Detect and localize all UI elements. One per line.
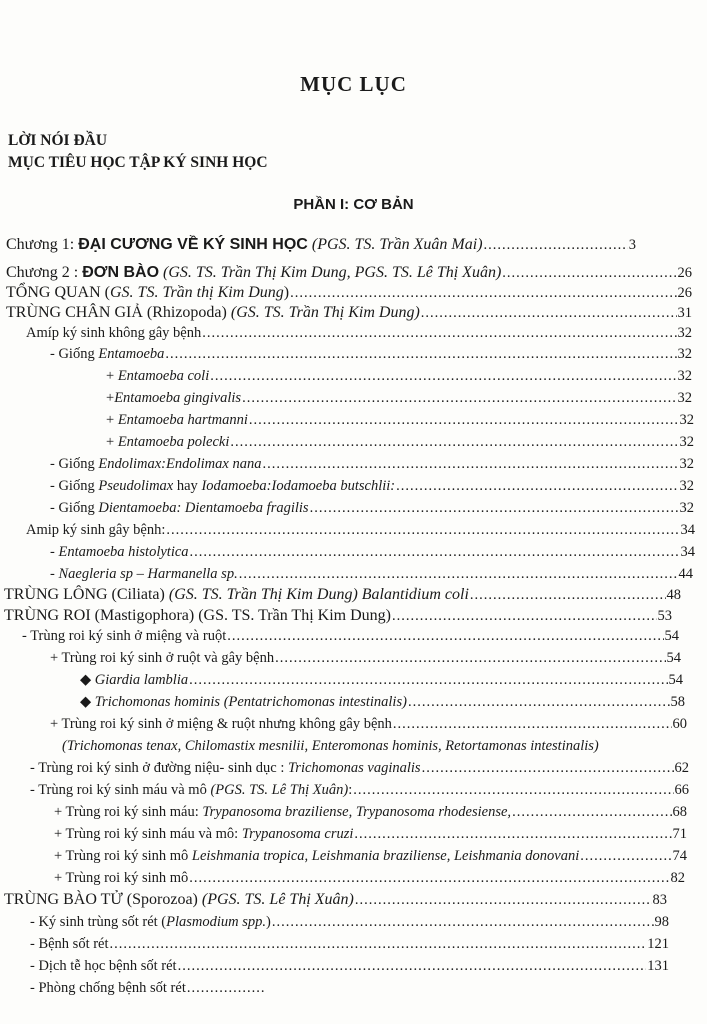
page-number: 32 — [679, 500, 694, 516]
leader-dots — [502, 265, 676, 282]
leader-dots — [512, 804, 671, 821]
page-number: 66 — [674, 782, 689, 798]
leader-dots — [354, 826, 671, 843]
toc-entry-sporozoa[interactable] — [4, 889, 667, 909]
leader-dots — [421, 305, 677, 322]
toc-entry-trypanosoma-cruzi[interactable] — [54, 823, 687, 843]
leader-dots — [239, 566, 678, 583]
toc-entry-entamoeba[interactable] — [50, 343, 692, 363]
entry-label: + Trùng roi ký sinh mô Leishmania tropica, Leishmania braziliense, Leishmania donovani — [54, 848, 580, 864]
entry-label: + Entamoeba polecki — [106, 434, 230, 450]
entry-label: - Entamoeba histolytica — [50, 544, 189, 560]
page-number: 32 — [679, 412, 694, 428]
toc-entry-nonpathogenic-flagellates[interactable] — [50, 713, 687, 733]
entry-label: - Giống Entamoeba — [50, 346, 165, 362]
toc-entry-trichomonas-hominis[interactable] — [80, 691, 685, 711]
leader-dots — [189, 870, 669, 887]
page-number: 83 — [652, 892, 667, 908]
page-number: 32 — [677, 325, 692, 341]
page-number: 32 — [679, 478, 694, 494]
toc-entry-giardia[interactable] — [80, 669, 683, 689]
entry-label: - Trùng roi ký sinh ở đường niệu- sinh dục : Trichomonas vaginalis — [30, 760, 421, 776]
toc-entry-malaria-prevention[interactable] — [30, 977, 267, 997]
leader-dots — [249, 412, 679, 429]
toc-entry-dientamoeba[interactable] — [50, 497, 694, 517]
page-number: 26 — [677, 265, 692, 281]
entry-label: ◆ Trichomonas hominis (Pentatrichomonas intestinalis) — [80, 694, 407, 710]
toc-entry-malaria-disease[interactable] — [30, 933, 669, 953]
page-number: 71 — [672, 826, 687, 842]
entry-label: - Trùng roi ký sinh ở miệng và ruột — [22, 628, 227, 644]
page-number: 131 — [647, 958, 669, 974]
leader-dots — [178, 958, 647, 975]
entry-label: (Trichomonas tenax, Chilomastix mesnilii, Enteromonas hominis, Retortamonas intestinalis) — [62, 738, 599, 754]
entry-label: Chương 1: ĐẠI CƯƠNG VỀ KÝ SINH HỌC (PGS. TS. Trần Xuân Mai) — [6, 236, 483, 253]
entry-label: TRÙNG BÀO TỬ (Sporozoa) (PGS. TS. Lê Thị Xuân) — [4, 891, 354, 908]
page-number: 34 — [680, 522, 695, 538]
leader-dots — [165, 346, 676, 363]
page-number: 62 — [674, 760, 689, 776]
leader-dots — [189, 672, 667, 689]
entry-label: - Phòng chống bệnh sốt rét — [30, 980, 186, 996]
toc-entry-mastigophora[interactable] — [4, 605, 672, 625]
page-number: 34 — [680, 544, 695, 560]
leader-dots — [210, 368, 676, 385]
page-number: 32 — [679, 434, 694, 450]
toc-entry-chapter-2[interactable] — [6, 262, 692, 282]
entry-label: - Trùng roi ký sinh máu và mô (PGS. TS. Lê Thị Xuân): — [30, 782, 353, 798]
page-number: 26 — [677, 285, 692, 301]
entry-label: + Trùng roi ký sinh máu và mô: Trypanosoma cruzi — [54, 826, 354, 842]
toc-entry-entamoeba-coli[interactable] — [106, 365, 692, 385]
front-matter-foreword: LỜI NÓI ĐẦU — [8, 132, 108, 149]
entry-label: - Naegleria sp – Harmanella sp. — [50, 566, 238, 582]
leader-dots — [392, 608, 657, 625]
toc-entry-species-list — [62, 735, 699, 755]
front-matter-objectives: MỤC TIÊU HỌC TẬP KÝ SINH HỌC — [8, 154, 268, 171]
entry-label: + Trùng roi ký sinh máu: Trypanosoma braziliense, Trypanosoma rhodesiense, — [54, 804, 512, 820]
entry-label: - Giống Pseudolimax hay Iodamoeba:Iodamoeba butschlii: — [50, 478, 396, 494]
page-number: 31 — [677, 305, 692, 321]
leader-dots — [187, 980, 266, 997]
toc-entry-entamoeba-histolytica[interactable] — [50, 541, 695, 561]
toc-entry-endolimax[interactable] — [50, 453, 694, 473]
entry-label: Chương 2 : ĐƠN BÀO (GS. TS. Trần Thị Kim Dung, PGS. TS. Lê Thị Xuân) — [6, 264, 502, 281]
entry-label: TỔNG QUAN (GS. TS. Trần thị Kim Dung) — [6, 284, 290, 301]
part-heading: PHẦN I: CƠ BẢN — [293, 196, 414, 213]
page-number: 60 — [672, 716, 687, 732]
entry-label: + Trùng roi ký sinh ở miệng & ruột nhưng không gây bệnh — [50, 716, 392, 732]
toc-entry-naegleria[interactable] — [50, 563, 693, 583]
page-number: 32 — [679, 456, 694, 472]
toc-entry-ciliata[interactable] — [4, 584, 681, 604]
toc-entry-trypanosoma-blood[interactable] — [54, 801, 687, 821]
page-number: 44 — [678, 566, 693, 582]
entry-label: + Trùng roi ký sinh mô — [54, 870, 189, 886]
entry-label: - Ký sinh trùng sốt rét (Plasmodium spp.) — [30, 914, 271, 930]
leader-dots — [355, 892, 652, 909]
page-number: 54 — [668, 672, 683, 688]
entry-label: TRÙNG CHÂN GIẢ (Rhizopoda) (GS. TS. Trần Thị Kim Dung) — [6, 304, 420, 321]
entry-label: - Dịch tễ học bệnh sốt rét — [30, 958, 177, 974]
entry-label: - Bệnh sốt rét — [30, 936, 109, 952]
entry-label: + Entamoeba coli — [106, 368, 210, 384]
leader-dots — [272, 914, 654, 931]
toc-entry-entamoeba-hartmanni[interactable] — [106, 409, 694, 429]
entry-label: - Giống Endolimax:Endolimax nana — [50, 456, 262, 472]
page-number: 3 — [628, 237, 636, 253]
entry-label: + Trùng roi ký sinh ở ruột và gây bệnh — [50, 650, 275, 666]
leader-dots — [262, 456, 678, 473]
toc-entry-pathogenic-amoeba[interactable] — [26, 519, 695, 539]
leader-dots — [202, 325, 676, 342]
leader-dots — [290, 285, 676, 302]
entry-label: TRÙNG ROI (Mastigophora) (GS. TS. Trần Thị Kim Dung) — [4, 607, 391, 624]
leader-dots — [242, 390, 676, 407]
toc-entry-nonpathogenic-amoeba[interactable] — [26, 322, 692, 342]
page-number: 32 — [677, 390, 692, 406]
toc-entry-urogenital-flagellates[interactable] — [30, 757, 689, 777]
leader-dots — [166, 522, 679, 539]
leader-dots — [408, 694, 670, 711]
entry-label: - Giống Dientamoeba: Dientamoeba fragilis — [50, 500, 309, 516]
page-number: 68 — [672, 804, 687, 820]
page-number: 48 — [666, 587, 681, 603]
toc-entry-entamoeba-polecki[interactable] — [106, 431, 694, 451]
toc-entry-plasmodium[interactable] — [30, 911, 669, 931]
entry-label: Amip ký sinh gây bệnh: — [26, 522, 166, 538]
page-number: 54 — [666, 650, 681, 666]
entry-label: + Entamoeba hartmanni — [106, 412, 248, 428]
toc-entry-gut-pathogenic-flagellates[interactable] — [50, 647, 681, 667]
leader-dots — [393, 716, 672, 733]
leader-dots — [310, 500, 679, 517]
page-number: 82 — [670, 870, 685, 886]
toc-entry-mouth-gut-flagellates[interactable] — [22, 625, 679, 645]
page-number: 98 — [654, 914, 669, 930]
toc-entry-overview[interactable] — [6, 282, 692, 302]
toc-entry-blood-tissue-flagellates[interactable] — [30, 779, 689, 799]
toc-entry-malaria-epidemiology[interactable] — [30, 955, 669, 975]
page-number: 74 — [672, 848, 687, 864]
page-number: 32 — [677, 368, 692, 384]
page-number: 53 — [657, 608, 672, 624]
page-number: 32 — [677, 346, 692, 362]
toc-entry-entamoeba-gingivalis[interactable] — [106, 387, 692, 407]
page-title: MỤC LỤC — [300, 72, 407, 96]
leader-dots — [580, 848, 671, 865]
leader-dots — [227, 628, 663, 645]
leader-dots — [230, 434, 678, 451]
entry-label: TRÙNG LÔNG (Ciliata) (GS. TS. Trần Thị Kim Dung) Balantidium coli — [4, 586, 469, 603]
toc-entry-rhizopoda[interactable] — [6, 302, 692, 322]
leader-dots — [470, 587, 666, 604]
leader-dots — [275, 650, 665, 667]
entry-label: Amíp ký sinh không gây bệnh — [26, 325, 202, 341]
leader-dots — [422, 760, 674, 777]
leader-dots — [110, 936, 647, 953]
leader-dots — [396, 478, 678, 495]
leader-dots — [353, 782, 673, 799]
toc-entry-chapter-1[interactable] — [6, 234, 636, 254]
entry-label: ◆ Giardia lamblia — [80, 672, 189, 688]
toc-entry-tissue-flagellates[interactable] — [54, 867, 685, 887]
leader-dots — [190, 544, 680, 561]
toc-entry-pseudolimax[interactable] — [50, 475, 694, 495]
entry-label: +Entamoeba gingivalis — [106, 390, 242, 406]
toc-entry-leishmania[interactable] — [54, 845, 687, 865]
page-number: 121 — [647, 936, 669, 952]
page-number: 58 — [670, 694, 685, 710]
leader-dots — [484, 237, 628, 254]
page-number: 54 — [664, 628, 679, 644]
